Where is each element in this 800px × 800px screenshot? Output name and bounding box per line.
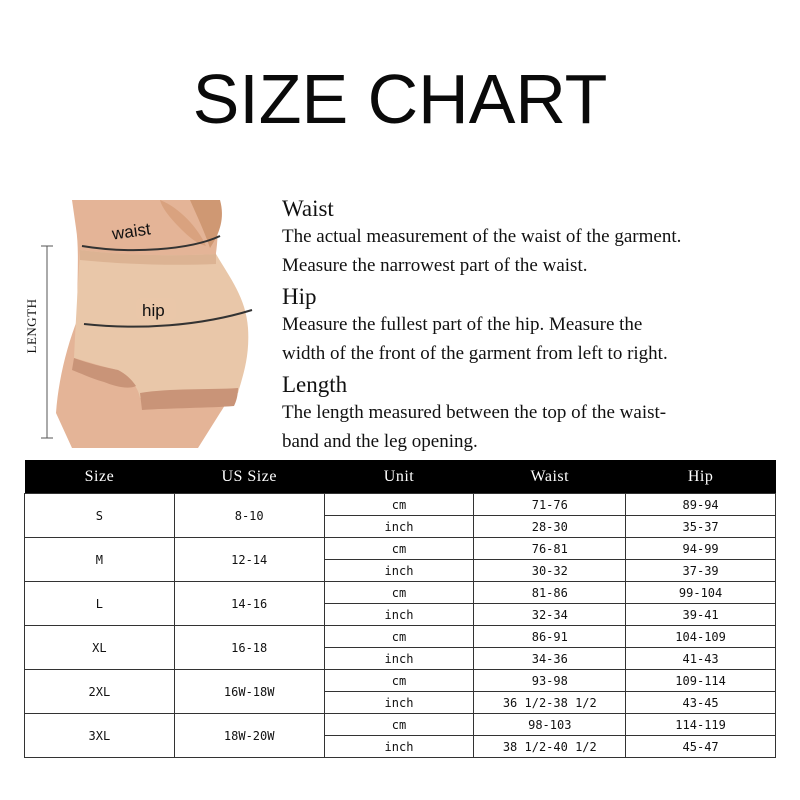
header-us-size: US Size [174, 460, 324, 494]
unit-cell: cm [324, 670, 474, 692]
table-row [25, 582, 776, 604]
hip-cell: 37-39 [626, 560, 776, 582]
waist-heading: Waist [282, 196, 334, 221]
model-illustration [20, 198, 276, 448]
hip-cell: 41-43 [626, 648, 776, 670]
hip-cell: 114-119 [626, 714, 776, 736]
waist-label: waist [110, 219, 152, 244]
size-cell: L [25, 582, 175, 626]
hip-cell: 94-99 [626, 538, 776, 560]
waist-desc-line: The actual measurement of the waist of the garment. [282, 226, 682, 247]
hip-desc-line: Measure the fullest part of the hip. Measure the [282, 314, 643, 335]
size-cell: S [25, 494, 175, 538]
unit-cell: inch [324, 560, 474, 582]
unit-cell: cm [324, 538, 474, 560]
header-unit: Unit [324, 460, 474, 494]
us-size-cell: 8-10 [174, 494, 324, 538]
hip-heading: Hip [282, 284, 317, 309]
table-row [25, 714, 776, 736]
us-size-cell: 14-16 [174, 582, 324, 626]
waist-cell: 71-76 [474, 494, 626, 516]
page-title: SIZE CHART [192, 60, 608, 138]
hip-cell: 43-45 [626, 692, 776, 714]
waist-cell: 30-32 [474, 560, 626, 582]
us-size-cell: 12-14 [174, 538, 324, 582]
unit-cell: cm [324, 494, 474, 516]
length-label-text: LENGTH [24, 298, 39, 354]
hip-description [282, 284, 792, 368]
us-size-cell: 18W-20W [174, 714, 324, 758]
waist-cell: 34-36 [474, 648, 626, 670]
size-cell: 2XL [25, 670, 175, 714]
us-size-cell: 16W-18W [174, 670, 324, 714]
waist-cell: 93-98 [474, 670, 626, 692]
length-label [22, 288, 42, 368]
size-cell: XL [25, 626, 175, 670]
waist-cell: 81-86 [474, 582, 626, 604]
waist-desc-line: Measure the narrowest part of the waist. [282, 255, 588, 276]
unit-cell: inch [324, 516, 474, 538]
size-cell: M [25, 538, 175, 582]
hip-cell: 104-109 [626, 626, 776, 648]
hip-cell: 109-114 [626, 670, 776, 692]
size-table [24, 460, 776, 758]
us-size-cell: 16-18 [174, 626, 324, 670]
waist-cell: 86-91 [474, 626, 626, 648]
length-desc-line: The length measured between the top of the waist- [282, 402, 667, 423]
waist-cell: 32-34 [474, 604, 626, 626]
table-row [25, 670, 776, 692]
hip-cell: 35-37 [626, 516, 776, 538]
header-waist: Waist [474, 460, 626, 494]
unit-cell: inch [324, 736, 474, 758]
hip-cell: 45-47 [626, 736, 776, 758]
length-desc-line: band and the leg opening. [282, 431, 478, 452]
waist-cell: 38 1/2-40 1/2 [474, 736, 626, 758]
hip-cell: 39-41 [626, 604, 776, 626]
table-header-row [25, 460, 776, 494]
waist-description [282, 196, 792, 280]
length-description [282, 372, 792, 456]
unit-cell: inch [324, 648, 474, 670]
header-hip: Hip [626, 460, 776, 494]
unit-cell: inch [324, 692, 474, 714]
unit-cell: cm [324, 582, 474, 604]
table-row [25, 626, 776, 648]
hip-label: hip [142, 301, 165, 320]
hip-cell: 99-104 [626, 582, 776, 604]
length-heading: Length [282, 372, 348, 397]
unit-cell: inch [324, 604, 474, 626]
table-row [25, 538, 776, 560]
waist-cell: 28-30 [474, 516, 626, 538]
table-body [25, 494, 776, 758]
hip-desc-line: width of the front of the garment from left to right. [282, 343, 668, 364]
size-cell: 3XL [25, 714, 175, 758]
waist-cell: 98-103 [474, 714, 626, 736]
hip-cell: 89-94 [626, 494, 776, 516]
header-size: Size [25, 460, 175, 494]
unit-cell: cm [324, 626, 474, 648]
unit-cell: cm [324, 714, 474, 736]
table-row [25, 494, 776, 516]
waist-cell: 76-81 [474, 538, 626, 560]
waist-cell: 36 1/2-38 1/2 [474, 692, 626, 714]
